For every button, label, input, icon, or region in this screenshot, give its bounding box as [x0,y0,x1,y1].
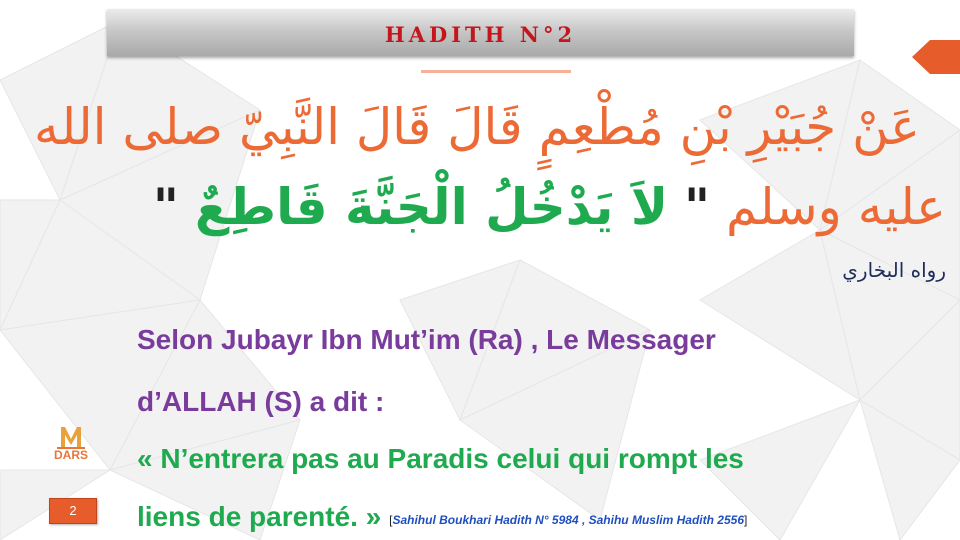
logo-text: DARS [53,448,88,462]
narrator-source: رواه البخاري [842,258,946,282]
arabic-hadith-text: لاَ يَدْخُلُ الْجَنَّةَ قَاطِعٌ [194,178,669,236]
page-number-badge: 2 [49,498,97,524]
reference-text: Sahihul Boukhari Hadith N° 5984 , Sahihu Muslim Hadith 2556 [392,513,744,527]
arrow-decoration-icon [912,40,960,74]
slide-title: HADITH N°2 [384,22,577,47]
arabic-salutation: عليه وسلم [725,178,946,236]
quote-close: " [152,178,179,236]
french-line-3: « N’entrera pas au Paradis celui qui rompt les [137,443,744,474]
title-underline [421,70,571,73]
quote-open: " [683,178,711,236]
french-line-4-text: liens de parenté. » [137,501,382,532]
title-banner [107,9,854,56]
arabic-isnad-line: عَنْ جُبَيْرِ بْنِ مُطْعِمٍ قَالَ قَالَ النَّبِيّ صلى الله [34,98,920,156]
french-line-1: Selon Jubayr Ibn Mut’im (Ra) , Le Messager [137,324,716,355]
french-line-4 [137,501,857,533]
french-line-2: d’ALLAH (S) a dit : [137,386,385,417]
arabic-hadith-line [153,178,946,236]
hadith-reference: [Sahihul Boukhari Hadith N° 5984 , Sahihu Muslim Hadith 2556] [389,513,748,527]
